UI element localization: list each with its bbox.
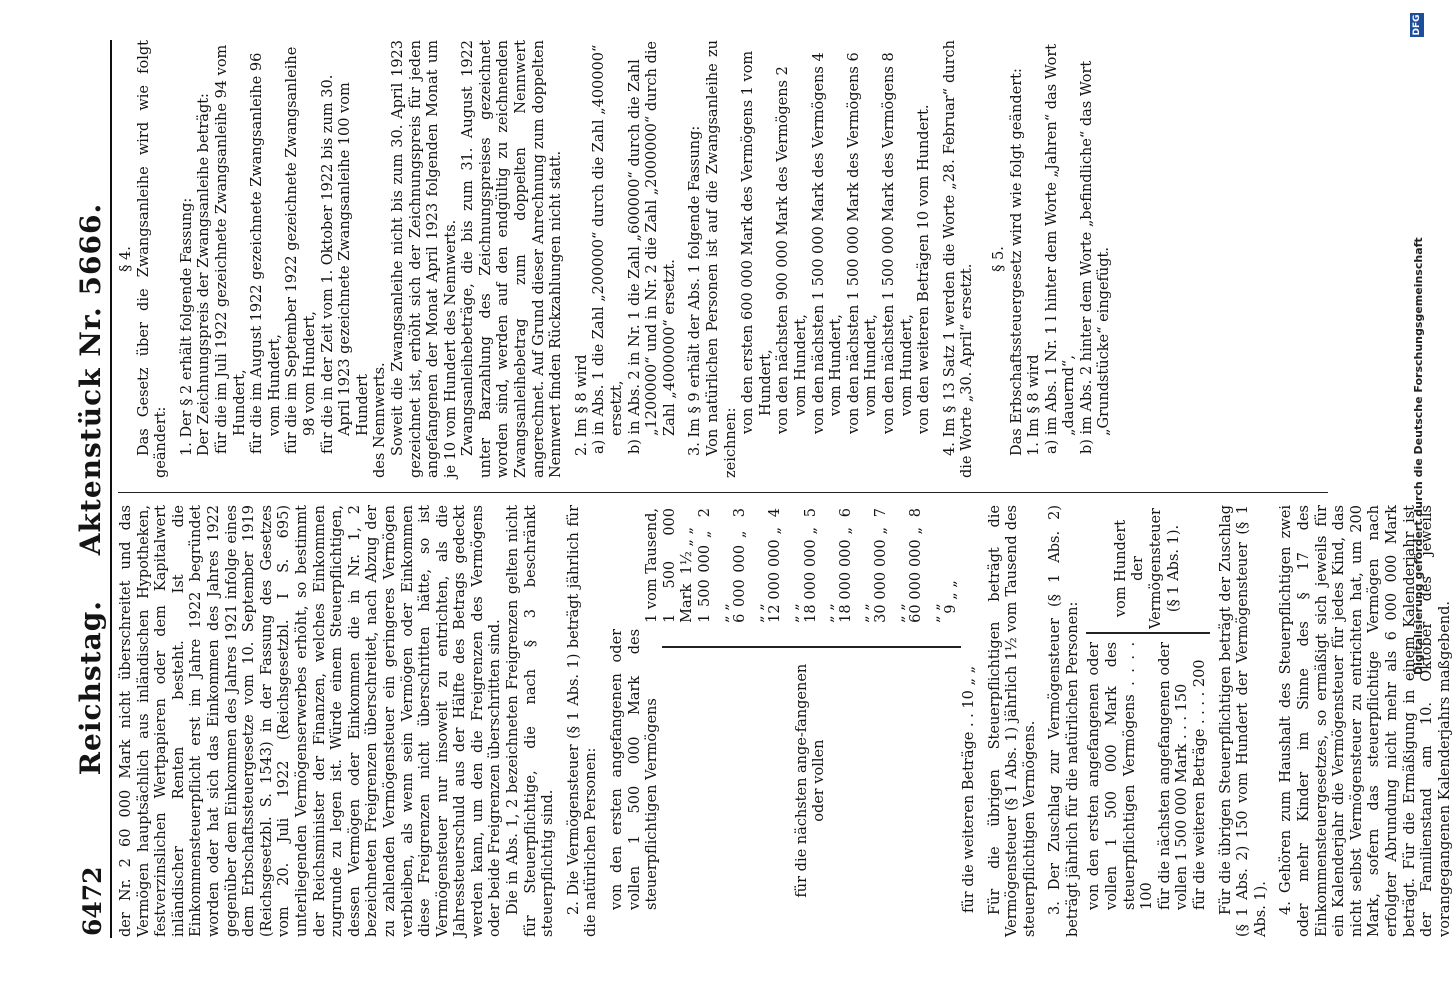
list-item: für die in der Zeit vom 1. Oktober 1922 bis zum 30. April 1923 gezeichnete Zwangsanleihe 100 vom Hundert xyxy=(319,74,371,454)
section-5-item-1-heading: 1. Im § 8 wird xyxy=(1026,354,1043,456)
paragraph-freigrenzen: der Nr. 2 60 000 Mark nicht überschreitet und das Vermögen hauptsächlich aus inländischen Hypotheken, festverzinslichen Wertpapieren oder dem Kapitalwert inländischer Renten besteht. Ist die Einkommensteuerpflicht erst im Jahre 1922 begründet worden oder hat sich das Einkommen des Jahres 1922 gegenüber dem Einkommen des Jahres 1921 infolge eines dem Erbschaftssteuergesetze vom 10. September 1919 (Reichsgesetzbl. S. 1543) in der Fassung des Gesetzes vom 20. Juli 1922 (Reichsgesetzbl. I S. 695) unterliegenden Vermögenserwerbes erhöht, so bestimmt der Reichsminister der Finanzen, welches Einkommen zugrunde zu legen ist. Würde einem Steuerpflichtigen, dessen Vermögen oder Einkommen die in Nr. 1, 2 bezeichneten Freigrenzen überschreitet, nach Abzug der zu zahlenden Vermögensteuer ein geringeres Vermögen verbleiben, als wenn sein Vermögen oder Einkommen diese Freigrenzen nicht überschritten hätte, so ist Vermögensteuer nur insoweit zu entrichten, als die Jahressteuerschuld aus der Hälfte des Betrags gedeckt werden kann, um den die Freigrenzen des Vermögens oder beide Freigrenzen überschritten sind. xyxy=(118,505,504,937)
list-item: von den nächsten 1 500 000 Mark des Vermögens 8 vom Hundert, xyxy=(880,52,915,434)
item-3-heading: 3. Im § 9 erhält der Abs. 1 folgende Fassung: xyxy=(687,125,704,456)
table-row: 1 500 000 Mark 1½ „ „ xyxy=(661,508,696,623)
list-item: von den nächsten 900 000 Mark des Vermögens 2 vom Hundert, xyxy=(775,66,809,434)
page-header xyxy=(72,40,112,938)
paragraph-beschraenkt: Die in Abs. 1, 2 bezeichneten Freigrenzen gelten nicht für Steuerpflichtige, die nach § 3 beschränkt steuerpflichtig sind. xyxy=(505,505,557,937)
brace-mark xyxy=(662,626,961,647)
item-1-heading: 1. Der § 2 erhält folgende Fassung: xyxy=(178,197,195,456)
surcharge-row: von den ersten angefangenen oder vollen 1 500 000 Mark des steuerpflichtigen Vermögens . . . . 100 xyxy=(1086,641,1156,910)
table-row: 18 000 000 „ 6 „ „ xyxy=(837,508,872,623)
item-1-paragraph-2: Zwangsanleihebeträge, die bis zum 31. August 1922 unter Barzahlung des Zeichnungspreises gezeichnet worden sind, werden auf den endgültig zu zeichnenden Zwangsanleihebetrag zum doppelten Nennwert angerechnet. Auf Grund dieser Anrechnung zum doppelten Nennwert finden Rückzahlungen nicht statt. xyxy=(460,40,565,478)
list-item: für die im September 1922 gezeichnete Zwangsanleihe 98 vom Hundert, xyxy=(284,46,318,454)
section-4-intro: Das Gesetz über die Zwangsanleihe wird wie folgt geändert: xyxy=(135,40,170,478)
surcharge-row: für die nächsten angefangenen oder vollen 1 500 000 Mark . . . 150 xyxy=(1156,641,1191,910)
page-number: 6472 xyxy=(78,866,107,936)
first-bracket-label: von den ersten angefangenen oder vollen 1 500 000 Mark des steuerpflichtigen Vermögens xyxy=(609,628,661,910)
section-5-item-b: b) im Abs. 2 hinter dem Worte „befindliche“ das Wort „Grundstücke“ eingefügt. xyxy=(1078,60,1113,454)
paragraph-others-vermoegensteuer: Für die übrigen Steuerpflichtigen beträgt die Vermögensteuer (§ 1 Abs. 1) jährlich 1½ vom Tausend des steuerpflichtigen Vermögens. xyxy=(986,505,1038,937)
funding-note: Digitalisierung gefördert durch die Deutsche Forschungsgemeinschaft xyxy=(1412,237,1425,675)
item-2-heading: 2. Im § 8 wird xyxy=(573,354,590,456)
running-title xyxy=(74,40,107,938)
surcharge-unit: vom Hundert der Vermögensteuer (§ 1 Abs. 1). xyxy=(1112,508,1182,630)
table-row: 60 000 000 „ 8 „ „ xyxy=(908,508,942,623)
section-5-intro: Das Erbschaftssteuergesetz wird wie folgt geändert: xyxy=(1008,68,1025,456)
paragraph-others-zuschlag: Für die übrigen Steuerpflichtigen beträgt der Zuschlag (§ 1 Abs. 2) 150 vom Hundert der Vermögensteuer (§ 1 Abs. 1). xyxy=(1217,505,1269,937)
item-1-paragraph-1: Soweit die Zwangsanleihe nicht bis zum 30. April 1923 gezeichnet ist, erhöht sich der Zeichnungspreis für jeden angefangenen der Monat April 1923 folgenden Monat um je 10 vom Hundert des Nennwerts. xyxy=(389,40,459,478)
item-2-a: a) in Abs. 1 die Zahl „200000“ durch die Zahl „400000“ ersetzt, xyxy=(591,44,626,454)
section-4-children: 4. Gehören zum Haushalt des Steuerpflichtigen zwei oder mehr Kinder im Sinne des § 17 des Einkommensteuergesetzes, so ermäßigt sich jeweils für ein Kalenderjahr die Vermögensteuer für jedes Kind, das nicht selbst Vermögensteuer zu entrichten hat, um 200 Mark, sofern das steuerpflichtige Vermögen nach erfolgter Abrundung nicht mehr als 6 000 000 Mark beträgt. Für die Ermäßigung in einem Kalenderjahr ist der Familienstand am 10. Oktober des jeweils vorangegangenen Kalenderjahrs maßgebend. xyxy=(1278,505,1453,937)
section-5-item-a: a) im Abs. 1 Nr. 1 l hinter dem Worte „Jahren“ das Wort „dauernd“, xyxy=(1043,43,1078,454)
table-row: 12 000 000 „ 4 „ „ xyxy=(767,508,801,623)
digitization-note xyxy=(1410,0,1428,1000)
left-column xyxy=(118,505,1454,937)
list-item: von den nächsten 1 500 000 Mark des Vermögens 4 vom Hundert, xyxy=(810,52,845,434)
item-4: 4. Im § 13 Satz 1 werden die Worte „28. Februar“ durch die Worte „30. April“ ersetzt. xyxy=(941,40,976,478)
section-4-title: § 4. xyxy=(118,246,134,272)
item-1-tail: des Nennwerts. xyxy=(372,362,389,478)
surcharge-row: für die weiteren Beträge . . . . 200 xyxy=(1192,659,1209,910)
table-row: 6 000 000 „ 3 „ „ xyxy=(732,507,766,623)
table-row: 30 000 000 „ 7 „ „ xyxy=(872,508,907,623)
item-2-b: b) in Abs. 2 in Nr. 1 die Zahl „600000“ durch die Zahl „1200000“ und in Nr. 2 die Zahl „2000000“ durch die Zahl „4000000“ ersetzt. xyxy=(626,41,678,454)
title-reichstag: Reichstag. xyxy=(74,599,107,776)
tax-rate-table xyxy=(609,505,961,913)
first-bracket-rate: 1 vom Tausend, xyxy=(644,508,661,623)
table-row: 1 500 000 „ 2 „ „ xyxy=(697,507,731,623)
list-item: von den weiteren Beträgen 10 vom Hundert. xyxy=(916,104,933,434)
item-1-lead: Der Zeichnungspreis der Zwangsanleihe beträgt: xyxy=(196,93,213,456)
section-5-title: § 5. xyxy=(990,246,1007,272)
list-item: für die im Juli 1922 gezeichnete Zwangsanleihe 94 vom Hundert, xyxy=(213,44,248,454)
brace-label: für die nächsten ange-fangenen oder vollen xyxy=(793,663,828,898)
list-item: von den nächsten 1 500 000 Mark des Vermögens 6 vom Hundert, xyxy=(845,52,880,434)
table-row: 18 000 000 „ 5 „ „ xyxy=(802,508,837,623)
further-amounts-row: für die weiteren Beträge . . 10 „ „ xyxy=(960,665,977,913)
right-column xyxy=(118,40,1114,478)
title-aktenstueck: Aktenstück Nr. 5666. xyxy=(74,202,107,556)
surcharge-table xyxy=(1086,505,1209,913)
item-3-lead: Von natürlichen Personen ist auf die Zwangsanleihe zu zeichnen: xyxy=(705,40,739,478)
section-3-heading: 3. Der Zuschlag zur Vermögensteuer (§ 1 Abs. 2) beträgt jährlich für die natürlichen Personen: xyxy=(1047,505,1081,937)
section-2-heading: 2. Die Vermögensteuer (§ 1 Abs. 1) beträgt jährlich für die natürlichen Personen: xyxy=(565,505,600,937)
list-item: von den ersten 600 000 Mark des Vermögens 1 vom Hundert, xyxy=(740,50,774,434)
dfg-logo: DFG xyxy=(1412,14,1422,36)
column-divider xyxy=(118,492,1328,493)
table-row: 9 „ „ xyxy=(943,580,960,614)
list-item: für die im August 1922 gezeichnete Zwangsanleihe 96 vom Hundert, xyxy=(249,52,283,454)
